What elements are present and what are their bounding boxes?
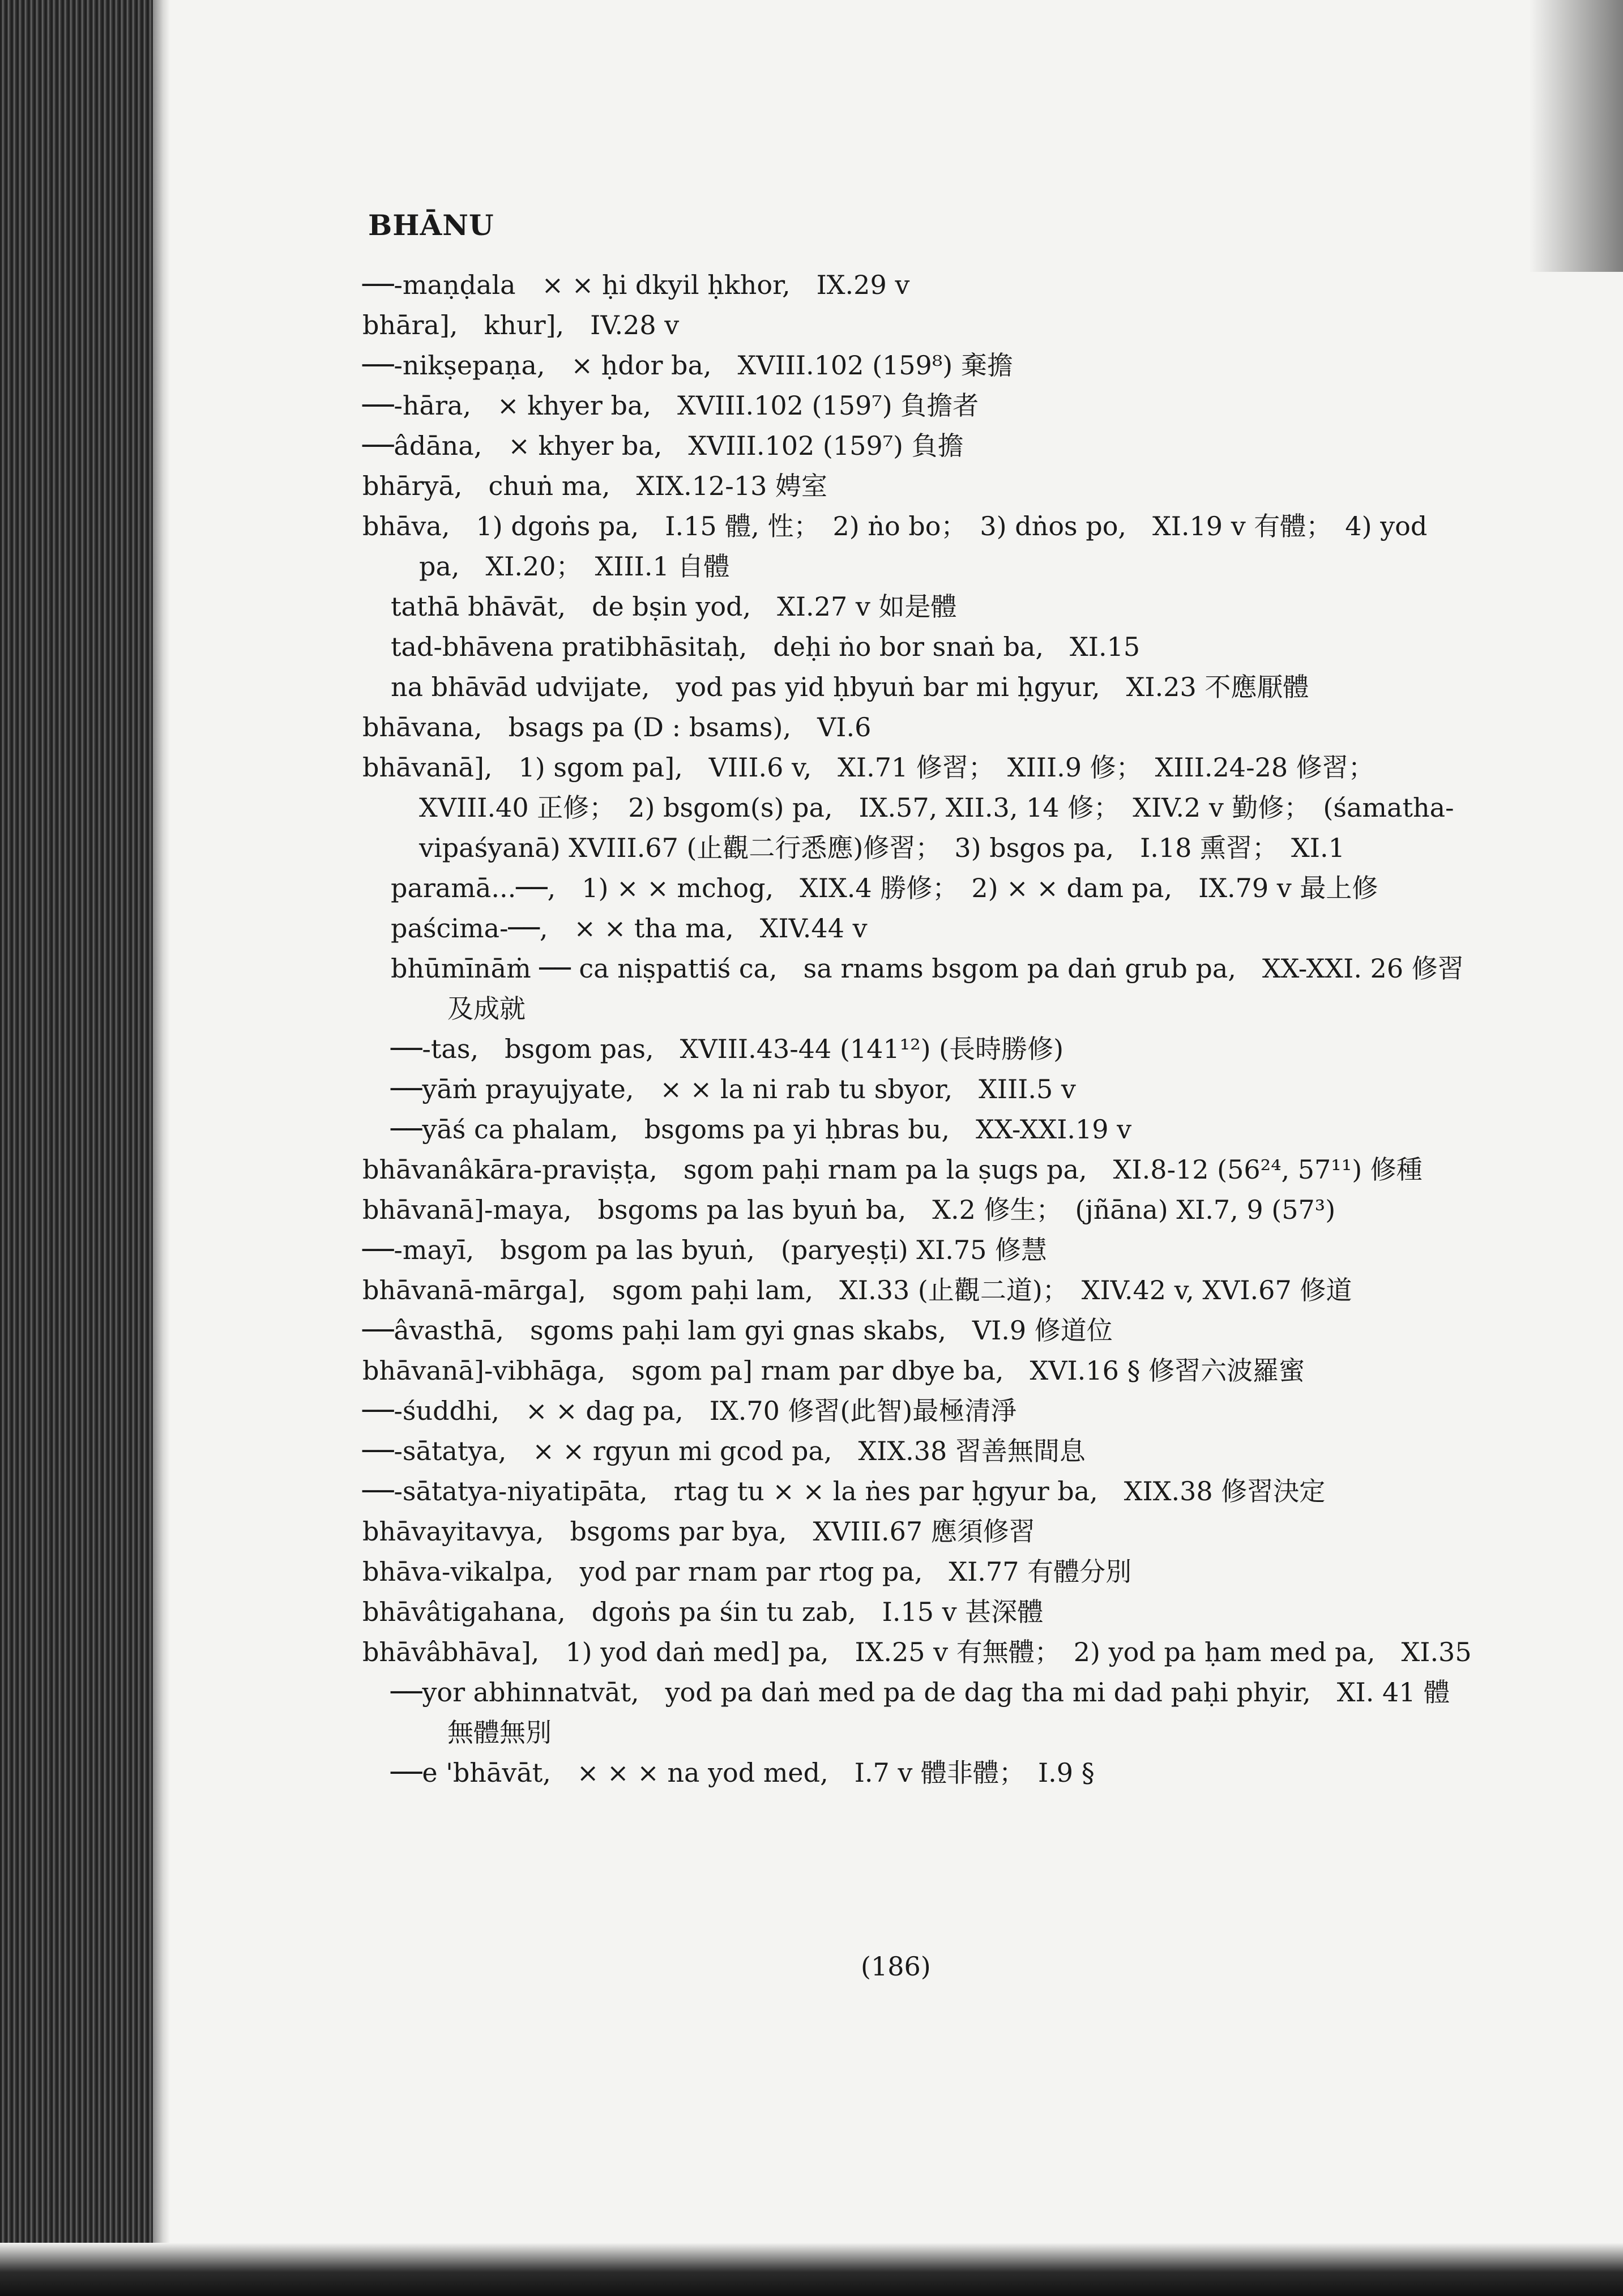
entry-line: na bhāvād udvijate, yod pas yid ḥbyuṅ bar mi ḥgyur, XI.23 不應厭體	[391, 672, 1309, 702]
entry-line: bhāvâtigahana, dgoṅs pa śin tu zab, I.15 v 甚深體	[362, 1597, 1044, 1627]
entry-line: bhāvanâkāra-praviṣṭa, sgom paḥi rnam pa la ṣugs pa, XI.8-12 (56²⁴, 57¹¹) 修種	[362, 1154, 1423, 1185]
page-header: BHĀNU	[368, 208, 494, 242]
entry-line: ──yāś ca phalam, bsgoms pa yi ḥbras bu, XX-XXI.19 v	[391, 1114, 1132, 1145]
entry-line: ──-sātatya-niyatipāta, rtag tu × × la ṅes par ḥgyur ba, XIX.38 修習決定	[362, 1476, 1326, 1507]
entry-line: ──-tas, bsgom pas, XVIII.43-44 (141¹²) (長時勝修)	[391, 1034, 1064, 1064]
entry-line: ──-maṇḍala × × ḥi dkyil ḥkhor, IX.29 v	[362, 270, 910, 300]
page-bottom-edge	[0, 2243, 1623, 2296]
entry-line: bhāva-vikalpa, yod par rnam par rtog pa, XI.77 有體分別	[362, 1556, 1132, 1587]
entry-line: ──-mayī, bsgom pa las byuṅ, (paryeṣṭi) XI.75 修慧	[362, 1235, 1047, 1265]
entry-line: bhāvâbhāva], 1) yod daṅ med] pa, IX.25 v 有無體； 2) yod pa ḥam med pa, XI.35	[362, 1637, 1472, 1667]
entry-line: ──-śuddhi, × × dag pa, IX.70 修習(此智)最極清淨	[362, 1395, 1017, 1426]
page-number: (186)	[861, 1951, 931, 1982]
entry-line: bhāvana, bsags pa (D : bsams), VI.6	[362, 712, 872, 742]
entry-line: bhūmīnāṁ ── ca niṣpattiś ca, sa rnams bsgom pa daṅ grub pa, XX-XXI. 26 修習及成就	[391, 953, 1464, 1024]
dictionary-entries	[362, 265, 1472, 1793]
entry-line: ──-sātatya, × × rgyun mi gcod pa, XIX.38 習善無間息	[362, 1436, 1086, 1466]
entry-line: bhāvanā], 1) sgom pa], VIII.6 v, XI.71 修習； XIII.9 修； XIII.24-28 修習； XVIII.40 正修； 2) bsgom(s) pa, IX.57, XII.3, 14 修； XIV.2 v 勤修； (śamatha-vipaśyanā) XVIII.67 (止觀二行悉應)修習； 3) bsgos pa, I.18 熏習； XI.1	[362, 752, 1454, 863]
page-corner-shadow	[1529, 0, 1623, 272]
entry-line: bhāryā, chuṅ ma, XIX.12-13 娉室	[362, 471, 827, 501]
entry-line: paścima-──, × × tha ma, XIV.44 v	[391, 913, 868, 944]
entry-line: bhāvayitavya, bsgoms par bya, XVIII.67 應須修習	[362, 1516, 1035, 1547]
entry-line: ──e 'bhāvāt, × × × na yod med, I.7 v 體非體； I.9 §	[391, 1757, 1095, 1788]
entry-line: bhāvanā-mārga], sgom paḥi lam, XI.33 (止觀二道)； XIV.42 v, XVI.67 修道	[362, 1275, 1352, 1305]
entry-line: ──yāṁ prayujyate, × × la ni rab tu sbyor, XIII.5 v	[391, 1074, 1076, 1104]
entry-line: bhāvanā]-vibhāga, sgom pa] rnam par dbye ba, XVI.16 § 修習六波羅蜜	[362, 1355, 1305, 1386]
entry-line: bhāra], khur], IV.28 v	[362, 310, 680, 340]
entry-line: tad-bhāvena pratibhāsitaḥ, deḥi ṅo bor snaṅ ba, XI.15	[391, 631, 1141, 662]
entry-line: ──âdāna, × khyer ba, XVIII.102 (159⁷) 負擔	[362, 430, 964, 461]
book-binding-shadow	[0, 0, 153, 2296]
entry-line: ──yor abhinnatvāt, yod pa daṅ med pa de dag tha mi dad paḥi phyir, XI. 41 體無體無別	[391, 1677, 1450, 1748]
entry-line: ──-nikṣepaṇa, × ḥdor ba, XVIII.102 (159⁸) 棄擔	[362, 350, 1013, 381]
binding-edge-gradient	[153, 0, 170, 2296]
entry-line: tathā bhāvāt, de bṣin yod, XI.27 v 如是體	[391, 591, 957, 622]
entry-line: ──âvasthā, sgoms paḥi lam gyi gnas skabs, VI.9 修道位	[362, 1315, 1113, 1346]
entry-line: bhāva, 1) dgoṅs pa, I.15 體, 性； 2) ṅo bo； 3) dṅos po, XI.19 v 有體； 4) yod pa, XI.20； XIII.1 自體	[362, 511, 1428, 582]
entry-line: ──-hāra, × khyer ba, XVIII.102 (159⁷) 負擔者	[362, 390, 979, 421]
entry-line: bhāvanā]-maya, bsgoms pa las byuṅ ba, X.2 修生； (jñāna) XI.7, 9 (57³)	[362, 1194, 1336, 1225]
entry-line: paramā...──, 1) × × mchog, XIX.4 勝修； 2) × × dam pa, IX.79 v 最上修	[391, 873, 1378, 903]
